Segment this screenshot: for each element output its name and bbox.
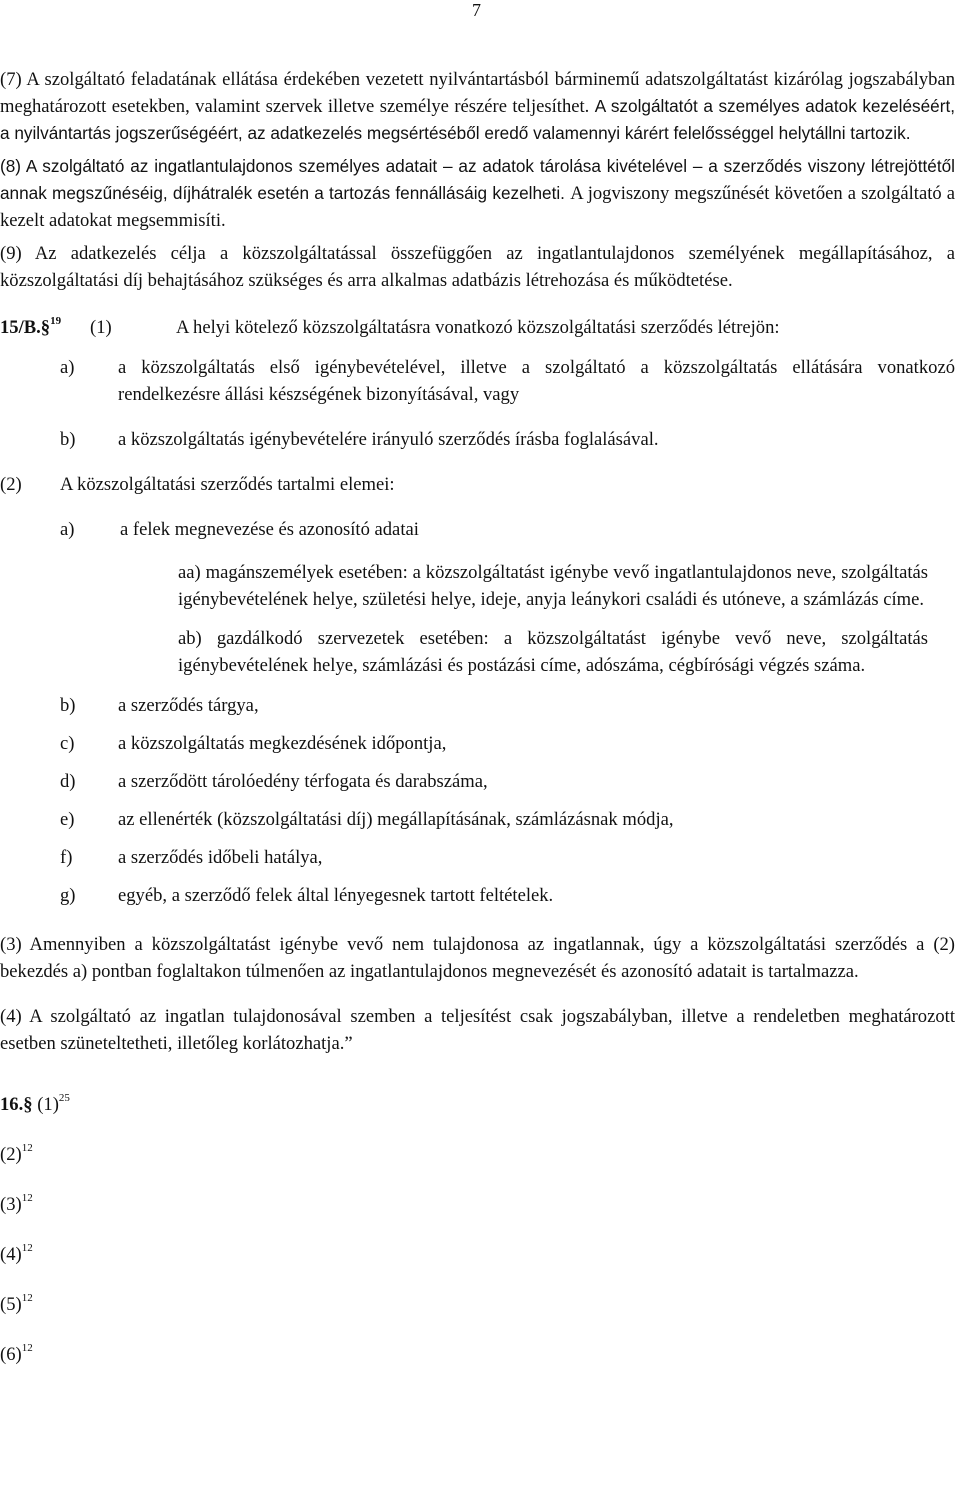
item-label: b) [60, 429, 76, 450]
paragraph-9: (9) Az adatkezelés célja a közszolgáltatással összefüggően az ingatlantulajdonos személyének megállapításához, a közszolgáltatási díj behajtásához szükséges és arra alkalmas adatbázis létrehozása és működtetése. [0, 243, 955, 291]
para-1-item [0, 354, 955, 408]
item-label: a) [60, 357, 75, 378]
footnote-ref: 12 [21, 1141, 33, 1154]
subitem-text: ab) gazdálkodó szervezetek esetében: a közszolgáltatást igénybe vevő neve, szolgáltatás igénybevételének helye, számlázási és postázási címe, adószáma, cégbírósági végzés száma. [178, 628, 928, 676]
paragraph-8-part2: A jogviszony megszűnését követően a szolgáltató a kezelt adatokat megsemmisíti. [0, 183, 956, 231]
footnote-ref: 12 [21, 1191, 33, 1204]
para-2-items [0, 692, 955, 909]
item-label: g) [60, 885, 76, 906]
item-text: egyéb, a szerződő felek által lényegesnek tartott feltételek. [118, 885, 554, 906]
footnote-ref: 25 [58, 1091, 70, 1104]
para-2-item [0, 882, 955, 909]
para-2-item [0, 692, 955, 719]
section-15b-para-1 [0, 314, 955, 341]
para-2-item [0, 806, 955, 833]
paragraph-8 [0, 153, 955, 234]
section-15b-para-2 [0, 471, 955, 498]
page-number: 7 [472, 0, 481, 20]
item-text: az ellenérték (közszolgáltatási díj) megállapításának, számlázásnak módja, [118, 809, 674, 830]
paragraph-7-part2: A szolgáltatót a személyes adatok kezeléséért, a nyilvántartás jogszerűségéért, az adatkezelés megsértéséből eredő valamennyi kárért felelősséggel helytállni tartozik. [0, 96, 956, 143]
footnote-ref: 12 [21, 1341, 33, 1354]
para-3: (3) Amennyiben a közszolgáltatást igénybe vevő nem tulajdonosa az ingatlannak, úgy a közszolgáltatási szerződés a (2) bekezdés a) pontban foglaltakon túlmenően az ingatlantulajdonos megnevezését és azonosító adatait is tartalmazza. [0, 934, 955, 982]
section-15b-heading: 15/B.§$^{19}$ [0, 314, 62, 338]
item-a-text: a felek megnevezése és azonosító adatai [120, 519, 419, 540]
section-16-heading-row [0, 1091, 955, 1118]
subitem-text: aa) magánszemélyek esetében: a közszolgáltatást igénybe vevő ingatlantulajdonos neve, szolgáltatás igénybevételének helye, születési helye, ideje, anyja leánykori családi és utóneve, a számlázás címe. [178, 562, 928, 610]
item-text: a közszolgáltatás igénybevételére irányuló szerződés írásba foglalásával. [118, 429, 659, 450]
item-text: a szerződés tárgya, [118, 695, 259, 716]
item-label: e) [60, 809, 75, 830]
para-2-item-a [0, 516, 955, 543]
section-16-item: $(5)^{12}$ [0, 1291, 33, 1315]
item-text: a közszolgáltatás első igénybevételével, illetve a szolgáltató a közszolgáltatás ellátására vonatkozó rendelkezésre állási készségének bizonyításával, vagy [118, 357, 955, 405]
section-16-item: $(4)^{12}$ [0, 1241, 33, 1265]
paragraph-7-part1: (7) A szolgáltató feladatának ellátása érdekében vezetett nyilvántartásból bárminemű adatszolgáltatást kizárólag jogszabályban meghatározott esetekben, valamint szervek illetve személye részére teljesíthet. [0, 69, 955, 117]
paragraph-7 [0, 66, 955, 147]
para-2-text: A közszolgáltatási szerződés tartalmi elemei: [60, 474, 395, 495]
para-1-text: A helyi kötelező közszolgáltatásra vonatkozó közszolgáltatási szerződés létrejön: [176, 317, 780, 338]
item-a-subitems [0, 559, 955, 679]
section-16-item: $(6)^{12}$ [0, 1341, 33, 1365]
item-text: a szerződés időbeli hatálya, [118, 847, 323, 868]
item-text: a szerződött tárolóedény térfogata és darabszáma, [118, 771, 488, 792]
item-label: c) [60, 733, 75, 754]
section-16-heading: 16.§ [0, 1094, 33, 1115]
section-16-item: $(2)^{12}$ [0, 1141, 33, 1165]
footnote-ref: 12 [21, 1241, 33, 1254]
para-1-label: (1) [90, 317, 112, 338]
item-text: a közszolgáltatás megkezdésének időpontja, [118, 733, 447, 754]
footnote-ref: 12 [21, 1291, 33, 1304]
item-label: f) [60, 847, 73, 868]
section-16 [0, 1091, 955, 1368]
paragraph-8-part1: (8) A szolgáltató az ingatlantulajdonos személyes adatait – az adatok tárolása kivételével – a szerződés viszony létrejöttétől annak megszűnéséig, díjhátralék esetén a tartozás fennállásáig kezelheti. [0, 156, 955, 203]
section-16-items [0, 1141, 955, 1368]
item-a-label: a) [60, 519, 75, 540]
para-1-items [0, 354, 955, 453]
section-16-item: $(1)^{25}$ [37, 1091, 70, 1115]
para-1-item [0, 426, 955, 453]
section-16-item: $(3)^{12}$ [0, 1191, 33, 1215]
para-4: (4) A szolgáltató az ingatlan tulajdonosával szemben a teljesítést csak jogszabályban, illetve a rendeletben meghatározott esetben szüneteltetheti, illetőleg korlátozhatja.” [0, 1006, 955, 1054]
para-2-item [0, 730, 955, 757]
item-label: b) [60, 695, 76, 716]
para-2-label: (2) [0, 474, 22, 495]
para-2-item [0, 844, 955, 871]
para-2-item [0, 768, 955, 795]
item-label: d) [60, 771, 76, 792]
footnote-ref: 19 [50, 314, 62, 327]
document-body [0, 66, 955, 1368]
